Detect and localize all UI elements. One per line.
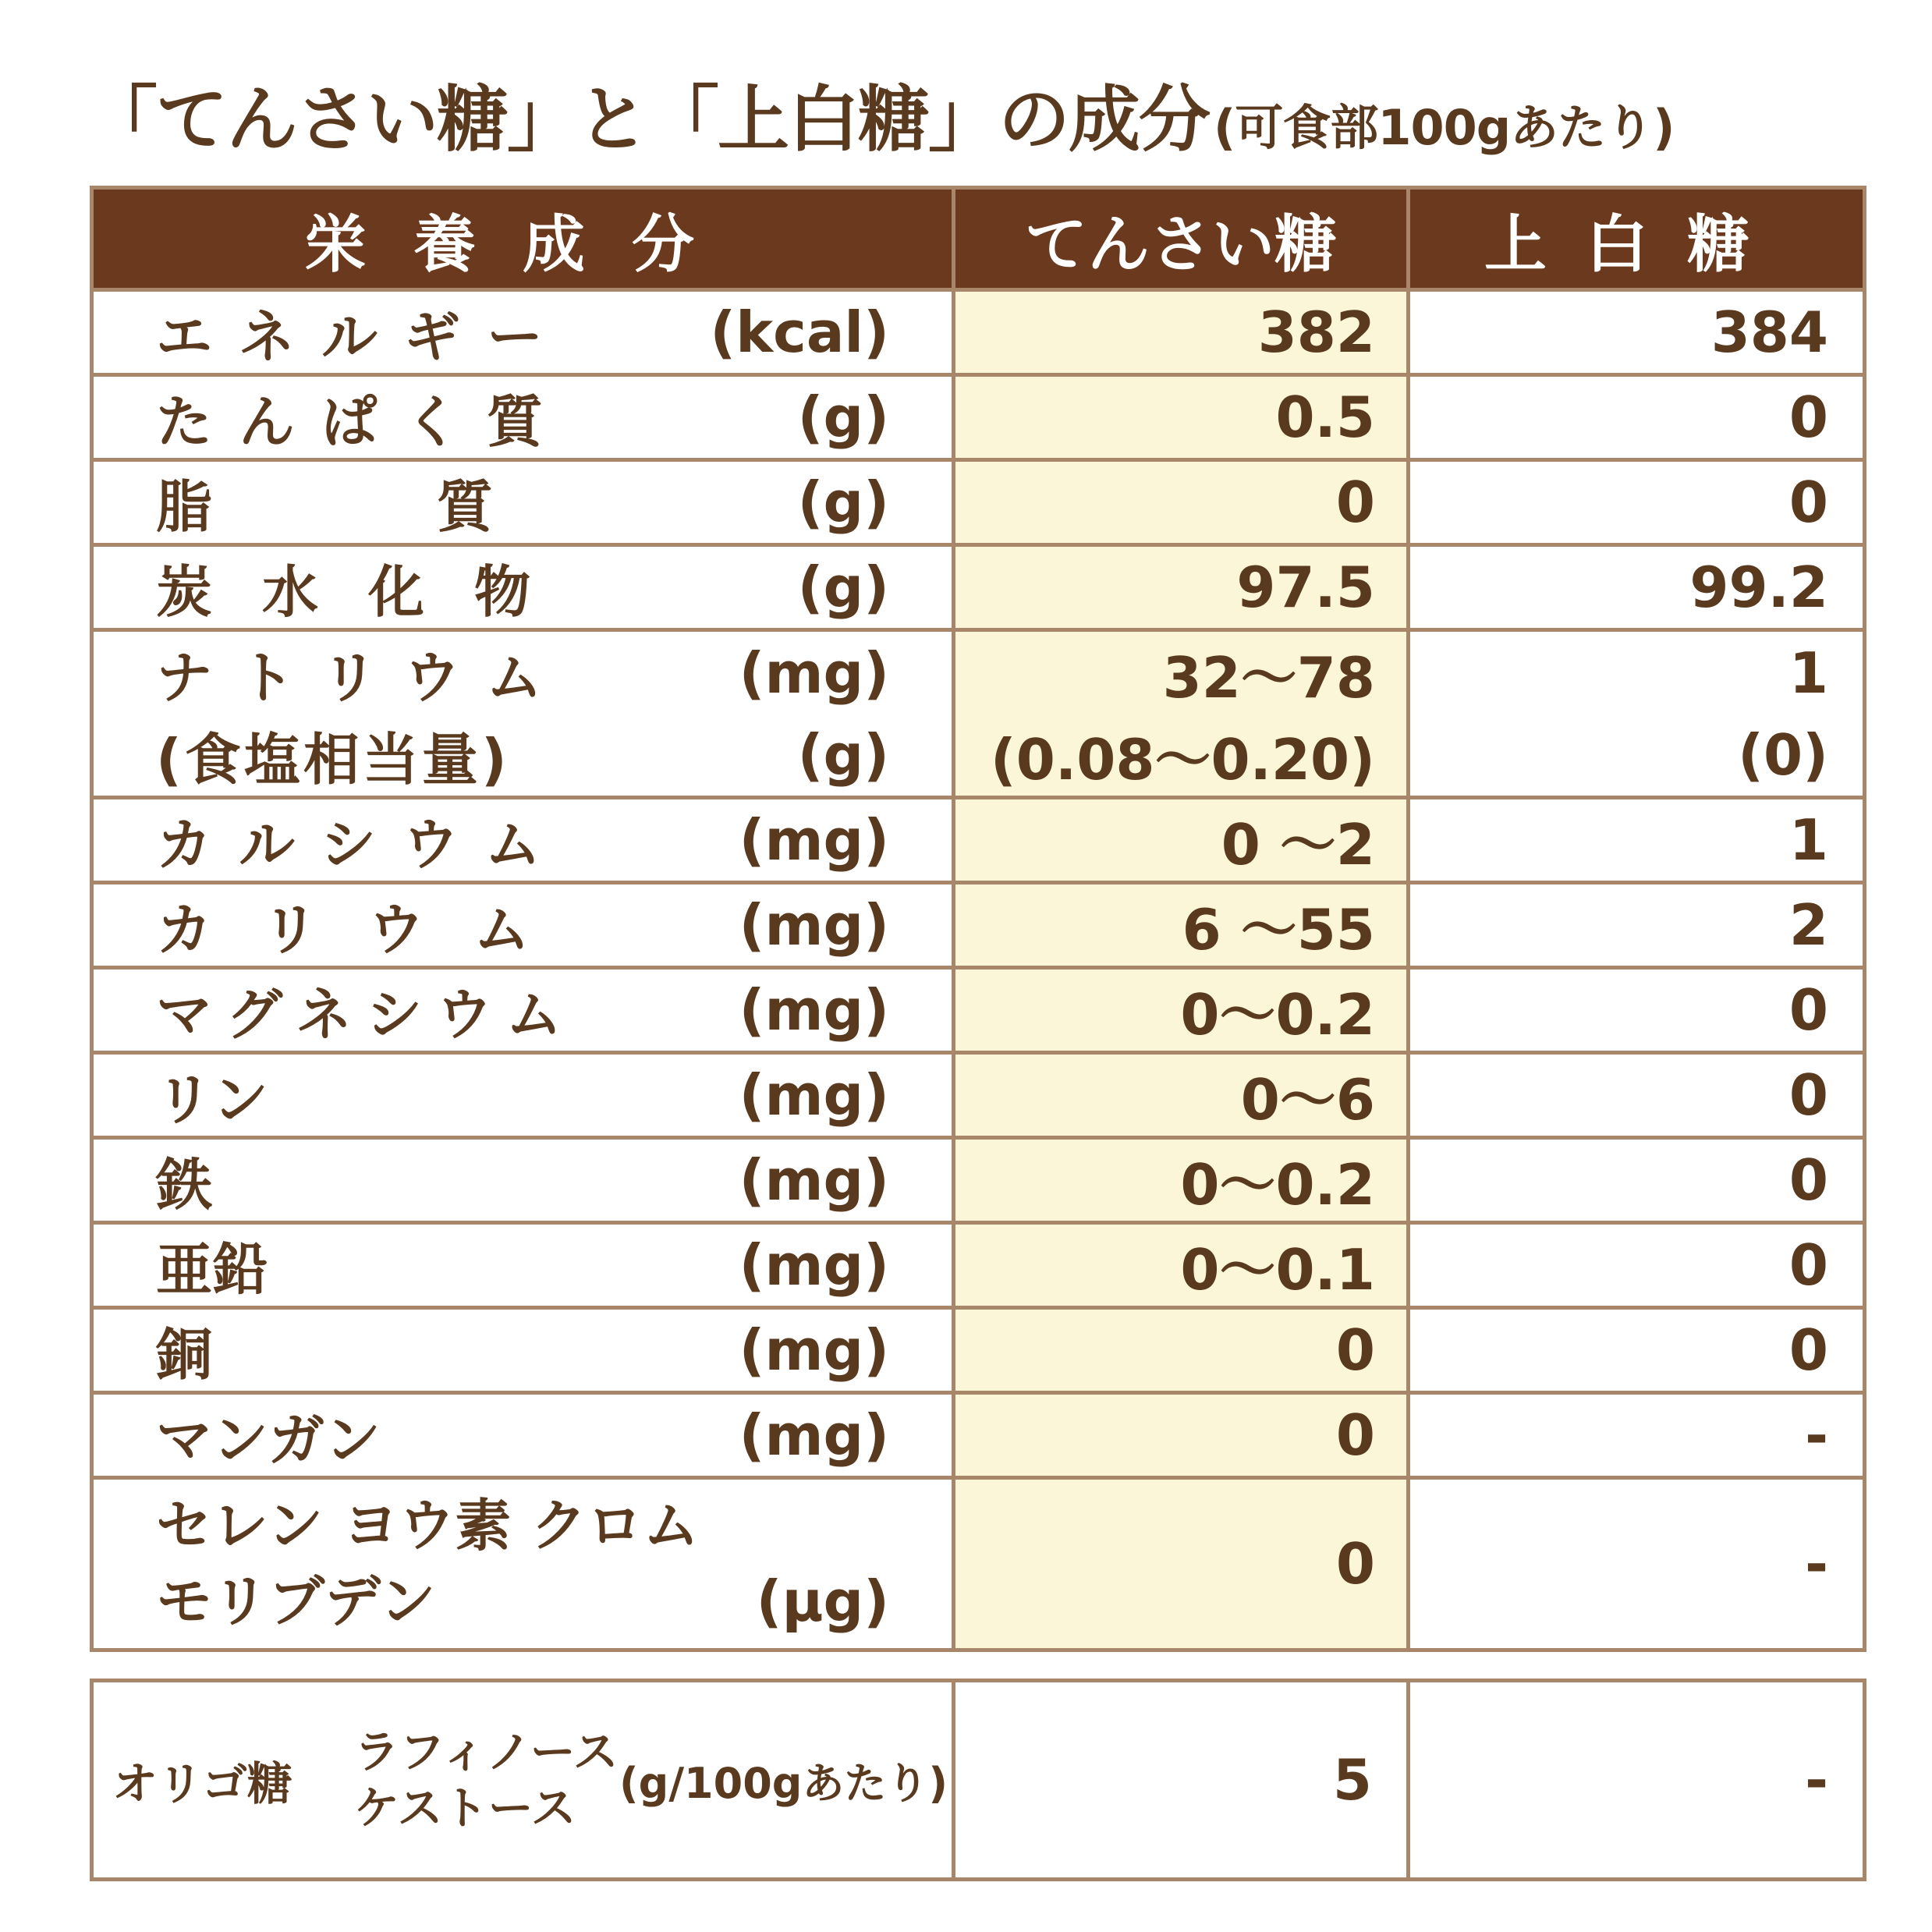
table-row bbox=[92, 1223, 1865, 1308]
nutrient-name: 炭水化物 bbox=[156, 559, 581, 625]
tensai-subvalue: (0.08～0.20) bbox=[990, 726, 1375, 792]
tensai-value: 0～0.2 bbox=[954, 1138, 1409, 1223]
nutrient-name: マンガン bbox=[156, 1407, 381, 1473]
oligo-name: オリゴ糖 bbox=[112, 1757, 292, 1810]
tensai-value: 0.5 bbox=[954, 375, 1409, 460]
header-tensai: てんさい糖 bbox=[954, 188, 1409, 290]
nutrient-unit: (mg) bbox=[739, 1317, 889, 1383]
johakuto-value: 0 bbox=[1409, 1223, 1865, 1308]
nutrient-name: カルシウム bbox=[156, 812, 568, 877]
nutrient-unit: (g) bbox=[797, 385, 889, 450]
nutrient-name: カリウム bbox=[156, 897, 580, 962]
header-johakuto: 上白糖 bbox=[1409, 188, 1865, 290]
tensai-value: 6 ～55 bbox=[954, 883, 1409, 968]
table-row bbox=[92, 1393, 1865, 1478]
nutrient-unit: (mg) bbox=[739, 1147, 889, 1213]
nutrient-unit: (mg) bbox=[739, 1232, 889, 1298]
johakuto-value: - bbox=[1409, 1478, 1865, 1650]
nutrient-name: エネルギー bbox=[156, 304, 570, 370]
johakuto-value: - bbox=[1409, 1393, 1865, 1478]
nutrient-unit: (mg) bbox=[739, 1062, 889, 1128]
nutrient-name: 銅 bbox=[156, 1322, 213, 1388]
oligosaccharide-table bbox=[90, 1679, 1866, 1881]
tensai-value: 0 ～2 bbox=[954, 798, 1409, 883]
nutrient-unit: (mg) bbox=[739, 640, 889, 706]
table-row bbox=[92, 545, 1865, 630]
tensai-value: 0～0.2 bbox=[954, 968, 1409, 1053]
page-title bbox=[86, 62, 1864, 172]
table-row bbox=[92, 375, 1865, 460]
nutrient-name-line2: モリブデン bbox=[156, 1569, 436, 1634]
header-row bbox=[92, 188, 1865, 290]
nutrient-name: 鉄 bbox=[156, 1152, 213, 1218]
johakuto-value: 0 bbox=[1409, 460, 1865, 545]
tensai-value: 0 bbox=[954, 1308, 1409, 1393]
tensai-value: 0 bbox=[954, 1393, 1409, 1478]
nutrient-name: ナトリウム bbox=[156, 644, 569, 711]
johakuto-value: 99.2 bbox=[1409, 545, 1865, 630]
table-row bbox=[92, 1478, 1865, 1650]
nutrient-name: たんぱく質 bbox=[156, 389, 570, 455]
johakuto-value: 0 bbox=[1409, 968, 1865, 1053]
johakuto-value: 1 bbox=[1409, 798, 1865, 883]
nutrient-unit: (mg) bbox=[739, 1402, 889, 1468]
johakuto-value: 384 bbox=[1409, 290, 1865, 375]
nutrient-name: マグネシウム bbox=[156, 982, 576, 1048]
table-row bbox=[92, 968, 1865, 1053]
table-row bbox=[92, 1138, 1865, 1223]
table-row bbox=[92, 1053, 1865, 1138]
johakuto-value: 2 bbox=[1409, 883, 1865, 968]
tensai-value: 97.5 bbox=[954, 545, 1409, 630]
nutrient-name: セレン ヨウ素 クロム bbox=[156, 1492, 700, 1558]
tensai-value: 382 bbox=[954, 290, 1409, 375]
nutrient-unit: (mg) bbox=[739, 807, 889, 873]
oligo-type-kestose: ケストース bbox=[354, 1781, 576, 1835]
table-row bbox=[92, 798, 1865, 883]
nutrient-unit: (mg) bbox=[739, 892, 889, 958]
nutrient-unit: (μg) bbox=[756, 1569, 889, 1634]
title-subtitle: (可食部100gあたり) bbox=[1214, 99, 1675, 156]
tensai-value: 0 bbox=[954, 460, 1409, 545]
oligo-type-raffinose: ラフィノース bbox=[354, 1725, 619, 1778]
nutrition-table bbox=[90, 186, 1866, 1652]
nutrient-subname: (食塩相当量) bbox=[156, 726, 510, 792]
table-row bbox=[92, 1681, 1865, 1880]
oligo-johakuto-value: - bbox=[1409, 1681, 1865, 1880]
johakuto-subvalue: (0) bbox=[1738, 721, 1828, 788]
nutrient-unit: (g) bbox=[797, 470, 889, 535]
table-row bbox=[92, 630, 1865, 798]
title-main: 「てんさい糖」と「上白糖」の成分 bbox=[86, 78, 1210, 161]
nutrient-unit: (kcal) bbox=[710, 300, 889, 365]
oligo-unit: (g/100gあたり) bbox=[619, 1758, 948, 1808]
nutrient-name: 脂 質 bbox=[156, 474, 494, 540]
johakuto-value: 0 bbox=[1409, 375, 1865, 460]
header-nutrient: 栄養成分 bbox=[92, 188, 954, 290]
tensai-value: 32～78 bbox=[1162, 644, 1375, 711]
table-row bbox=[92, 883, 1865, 968]
table-row bbox=[92, 290, 1865, 375]
nutrient-subunit: (g) bbox=[797, 721, 889, 788]
johakuto-value: 0 bbox=[1409, 1308, 1865, 1393]
table-row bbox=[92, 460, 1865, 545]
table-row bbox=[92, 1308, 1865, 1393]
nutrient-name: リン bbox=[156, 1067, 269, 1133]
oligo-tensai-value: 5 bbox=[954, 1681, 1409, 1880]
nutrient-name: 亜鉛 bbox=[156, 1237, 269, 1303]
tensai-value: 0～0.1 bbox=[954, 1223, 1409, 1308]
johakuto-value: 0 bbox=[1409, 1138, 1865, 1223]
johakuto-value: 1 bbox=[1788, 640, 1828, 706]
tensai-value: 0 bbox=[954, 1478, 1409, 1650]
nutrient-unit: (mg) bbox=[739, 977, 889, 1043]
johakuto-value: 0 bbox=[1409, 1053, 1865, 1138]
nutrient-unit: (g) bbox=[797, 555, 889, 620]
tensai-value: 0～6 bbox=[954, 1053, 1409, 1138]
